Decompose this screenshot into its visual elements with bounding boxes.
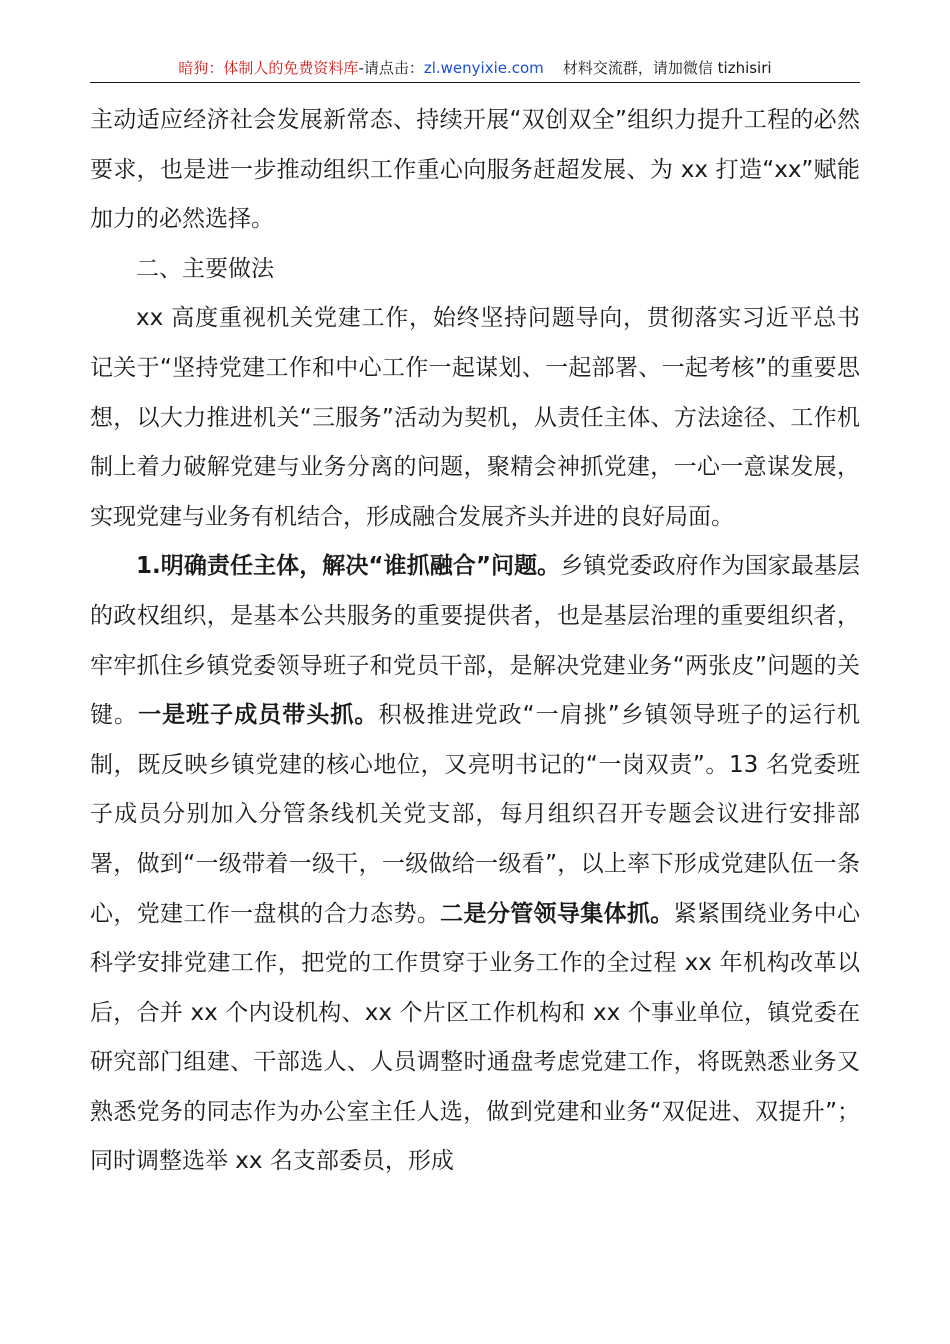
page-header: [90, 58, 860, 78]
point-1-heading: 1.明确责任主体，解决“谁抓融合”问题。: [136, 553, 561, 580]
subpoint-2-heading: 二是分管领导集体抓。: [440, 900, 674, 927]
header-click-text: -请点击：: [358, 59, 424, 77]
paragraph-overview: xx 高度重视机关党建工作，始终坚持问题导向，贯彻落实习近平总书记关于“坚持党建工作和中心工作一起谋划、一起部署、一起考核”的重要思想，以大力推进机关“三服务”活动为契机，从责任主体、方法途径、工作机制上着力破解党建与业务分离的问题，聚精会神抓党建，一心一意谋发展，实现党建与业务有机结合，形成融合发展齐头并进的良好局面。: [90, 305, 860, 530]
point-1-text: 乡镇党委政府作为国家最基层的政权组织，是基本公共服务的重要提供者，也是基层治理的重要组织者，牢牢抓住乡镇党委领导班子和党员干部，是解决党建业务“两张皮”问题的关键。: [90, 553, 860, 729]
section-heading: 二、主要做法: [136, 255, 274, 282]
subpoint-1-heading: 一是班子成员带头抓。: [138, 702, 379, 729]
header-url-link[interactable]: zl.wenyixie.com: [423, 59, 544, 77]
paragraph-continuation: 主动适应经济社会发展新常态、持续开展“双创双全”组织力提升工程的必然要求，也是进一步推动组织工作重心向服务赶超发展、为 xx 打造“xx”赋能加力的必然选择。: [90, 107, 860, 233]
paragraph-point-1: [90, 542, 860, 1187]
header-brand: 暗狗：体制人的免费资料库: [178, 59, 359, 77]
subpoint-2-text: 紧紧围绕业务中心科学安排党建工作，把党的工作贯穿于业务工作的全过程 xx 年机构改革以后，合并 xx 个内设机构、xx 个片区工作机构和 xx 个事业单位，镇党委在研究部门组建、干部选人、人员调整时通盘考虑党建工作，将既熟悉业务又熟悉党务的同志作为办公室主任人选，做到党建和业务“双促进、双提升”；同时调整选举 xx 名支部委员，形成: [90, 900, 860, 1175]
header-divider: [90, 82, 860, 83]
header-note: 材料交流群，请加微信 tizhisiri: [562, 59, 772, 77]
document-body: [90, 96, 860, 1187]
subpoint-1-text: 积极推进党政“一肩挑”乡镇领导班子的运行机制，既反映乡镇党建的核心地位，又亮明书记的“一岗双责”。13 名党委班子成员分别加入分管条线机关党支部，每月组织召开专题会议进行安排部署，做到“一级带着一级干，一级做给一级看”，以上率下形成党建队伍一条心，党建工作一盘棋的合力态势。: [90, 702, 861, 927]
